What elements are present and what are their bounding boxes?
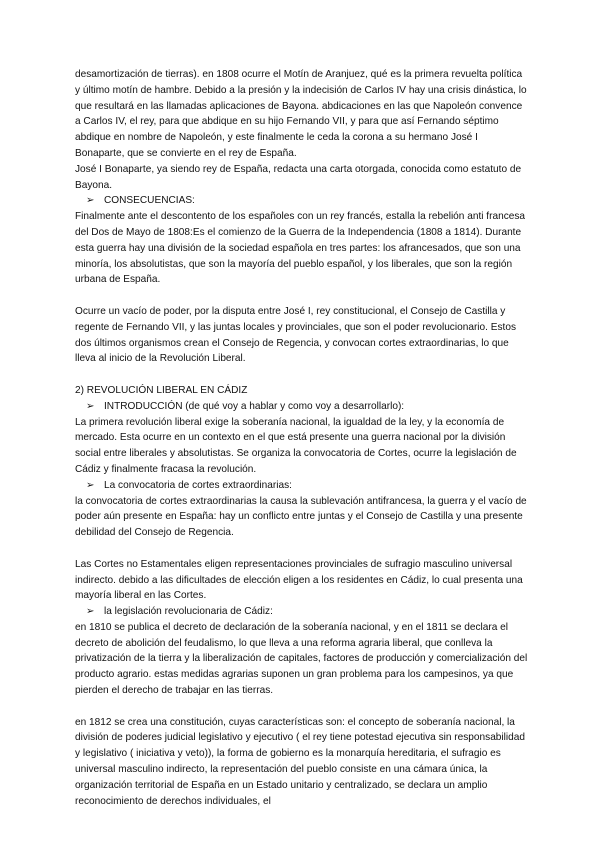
paragraph-spacer xyxy=(75,699,530,715)
heading-introduccion xyxy=(75,399,530,415)
heading-introduccion-label: INTRODUCCIÓN (de qué voy a hablar y como voy a desarrollarlo): xyxy=(104,400,405,412)
paragraph-constitucion-1812: en 1812 se crea una constitución, cuyas características son: el concepto de soberanía nacional, la división de poderes judicial legislativo y ejecutivo ( el rey tiene potestad ejecutiva sin responsabilidad y legislativo ( iniciativa y veto)), la forma de gobierno es la monarquía hereditaria, el sufragio es universal masculino indirecto, la representación del pueblo consiste en una cámara única, la organización territorial de España en un Estado unitario y centralizado, se declara un amplio reconocimiento de derechos individuales, el xyxy=(75,716,525,807)
bullet-arrow-icon: ➢ xyxy=(86,479,95,491)
heading-legislacion xyxy=(75,604,530,620)
heading-consecuencias-label: CONSECUENCIAS: xyxy=(104,195,195,207)
paragraph-estatuto-bayona: José I Bonaparte, ya siendo rey de España, redacta una carta otorgada, conocida como estatuto de Bayona. xyxy=(75,163,522,191)
heading-consecuencias xyxy=(75,193,530,209)
paragraph-cortes-no-estamentales: Las Cortes no Estamentales eligen representaciones provinciales de sufragio masculino universal indirecto. debido a las dificultades de elección eligen a los residentes en Cádiz, lo cual presenta una mayoría liberal en las Cortes. xyxy=(75,558,523,602)
paragraph-convocatoria-cortes: la convocatoria de cortes extraordinarias la causa la sublevación antifrancesa, la guerra y el vacío de poder aún presente en España: hay un conflicto entre juntas y el Consejo de Castilla y una presente debilidad del Consejo de Regencia. xyxy=(75,495,527,539)
bullet-arrow-icon: ➢ xyxy=(86,400,95,412)
document-body xyxy=(75,67,530,809)
paragraph-spacer xyxy=(75,367,530,383)
heading-legislacion-label: la legislación revolucionaria de Cádiz: xyxy=(104,606,273,618)
heading-convocatoria-label: La convocatoria de cortes extraordinarias: xyxy=(104,479,292,491)
bullet-arrow-icon: ➢ xyxy=(86,606,95,618)
paragraph-spacer xyxy=(75,288,530,304)
bullet-arrow-icon: ➢ xyxy=(86,195,95,207)
paragraph-motin-aranjuez: desamortización de tierras). en 1808 ocurre el Motín de Aranjuez, qué es la primera revuelta política y último motín de hambre. Debido a la presión y la indecisión de Carlos IV hay una crisis dinástica, lo que resultará en las llamadas aplicaciones de Bayona. abdicaciones en las que Napoleón convence a Carlos IV, el rey, para que abdique en su hijo Fernando VII, y para que así Fernando séptimo abdique en nombre de Napoleón, y este finalmente le ceda la corona a su hermano José I Bonaparte, que se convierte en el rey de España. xyxy=(75,69,527,159)
paragraph-decretos-1810-1811: en 1810 se publica el decreto de declaración de la soberanía nacional, y en el 1811 se declara el decreto de abolición del feudalismo, lo que lleva a una reforma agraria liberal, que conlleva la privatización de la tierra y la liberalización de capitales, factores de producción y comercialización del producto agrario. estas medidas agrarias suponen un gran problema para los campesinos, ya que pierden el derecho de trabajar en las tierras. xyxy=(75,621,528,697)
paragraph-guerra-independencia: Finalmente ante el descontento de los españoles con un rey francés, estalla la rebelión anti francesa del Dos de Mayo de 1808:Es el comienzo de la Guerra de la Independencia (1808 a 1814). Durante esta guerra hay una división de la sociedad española en tres partes: los afrancesados, que son una minoría, los absolutistas, que son la mayoría del pueblo español, y los liberales, que son la región urbana de España. xyxy=(75,211,526,286)
paragraph-primera-revolucion: La primera revolución liberal exige la soberanía nacional, la igualdad de la ley, y la economía de mercado. Esta ocurre en un contexto en el que está presente una guerra nacional por la división social entre liberales y absolutistas. Se organiza la convocatoria de Cortes, ocurre la legislación de Cádiz y finalmente fracasa la revolución. xyxy=(75,416,517,475)
paragraph-vacio-poder: Ocurre un vacío de poder, por la disputa entre José I, rey constitucional, el Consejo de Castilla y regente de Fernando VII, y las juntas locales y provinciales, que son el poder revolucionario. Estos dos últimos organismos crean el Consejo de Regencia, y convocan cortes extraordinarias, lo que lleva al inicio de la Revolución Liberal. xyxy=(75,305,517,365)
paragraph-spacer xyxy=(75,541,530,557)
section-title: 2) REVOLUCIÓN LIBERAL EN CÁDIZ xyxy=(75,384,248,396)
heading-convocatoria xyxy=(75,478,530,494)
